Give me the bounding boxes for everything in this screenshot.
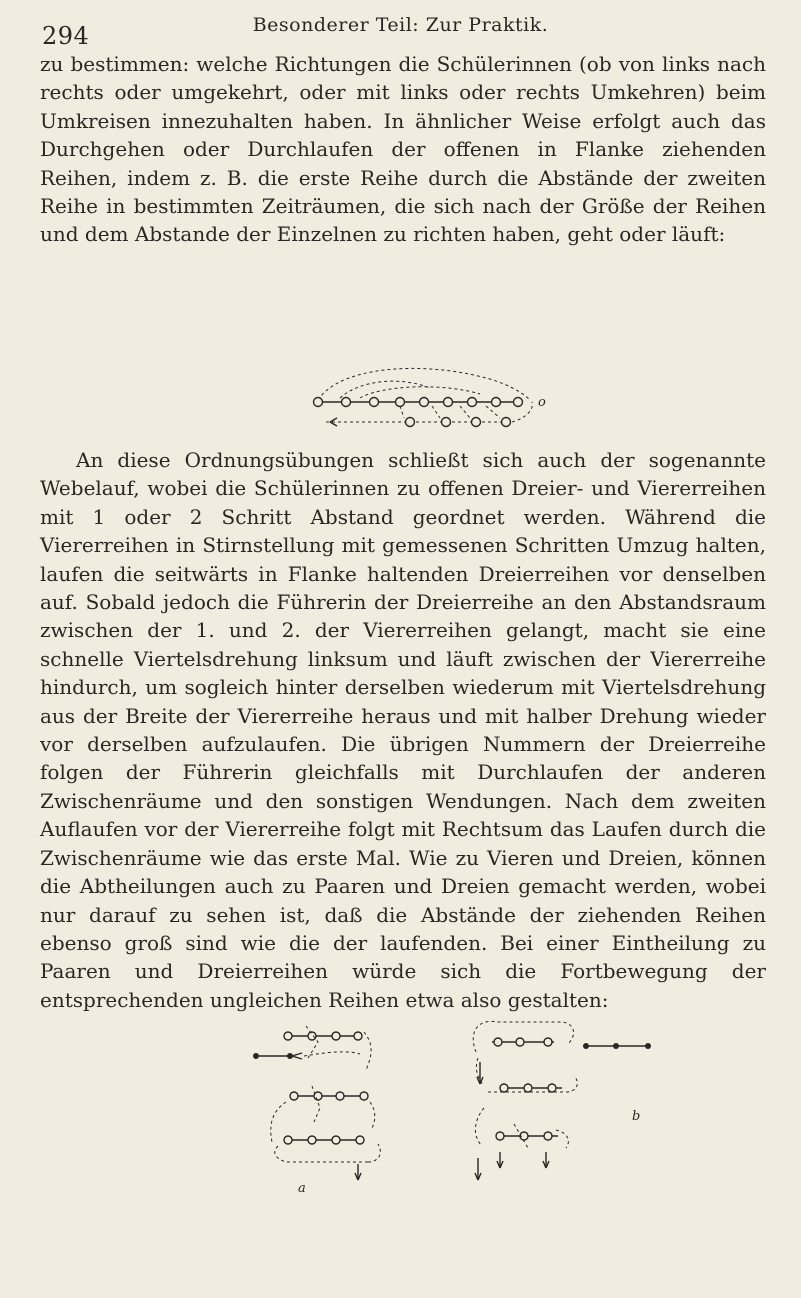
formation-member — [332, 1032, 340, 1040]
formation-member — [284, 1032, 292, 1040]
formation-member — [494, 1038, 502, 1046]
formation-member — [354, 1032, 362, 1040]
formation-member — [314, 1092, 322, 1100]
formation-member — [492, 398, 501, 407]
formation-member — [544, 1038, 552, 1046]
formation-member — [502, 418, 511, 427]
formation-member — [500, 1084, 508, 1092]
formation-member — [544, 1132, 552, 1140]
formation-member — [468, 398, 477, 407]
formation-member — [396, 398, 405, 407]
paragraph-1-text: zu bestimmen: welche Richtungen die Schülerinnen (ob von links nach rechts oder umgekehrt, oder mit links oder rechts Umkehren) beim Umkreisen innezuhalten haben. In ähnlicher Weise erfolgt auch das Durchgehen oder Durchlaufen der offenen in Flanke ziehenden Reihen, indem z. B. die erste Reihe durch die Abstände der zweiten Reihe in bestimmten Zeiträumen, die sich nach der Größe der Reihen und dem Abstande der Einzelnen zu richten haben, geht oder läuft: — [40, 52, 766, 247]
figure-b — [473, 1021, 651, 1180]
formation-member — [514, 398, 523, 407]
formation-member — [290, 1092, 298, 1100]
formation-member — [356, 1136, 364, 1144]
figure-pairs-svg — [248, 1012, 658, 1208]
paragraph-2 — [40, 446, 766, 1014]
formation-member — [496, 1132, 504, 1140]
formation-member — [308, 1136, 316, 1144]
formation-member — [645, 1043, 651, 1049]
formation-member — [370, 398, 379, 407]
figure-b-label: b — [632, 1109, 641, 1124]
formation-member — [284, 1136, 292, 1144]
running-head: Besonderer Teil: Zur Praktik. — [252, 14, 549, 36]
formation-member — [420, 398, 429, 407]
formation-member — [406, 418, 415, 427]
figure-row-label: o — [538, 395, 546, 410]
formation-member — [442, 418, 451, 427]
figure-weaving-row-diagram — [300, 358, 550, 440]
formation-member — [336, 1092, 344, 1100]
formation-member — [472, 418, 481, 427]
formation-member — [342, 398, 351, 407]
figure-a-label: a — [298, 1181, 306, 1196]
formation-member — [524, 1084, 532, 1092]
figure-a — [253, 1026, 380, 1196]
page-number: 294 — [42, 22, 90, 50]
formation-member — [314, 398, 323, 407]
formation-member — [360, 1092, 368, 1100]
figure-weaving-row-svg — [300, 358, 550, 440]
figure-pairs-and-threes-diagram — [248, 1012, 658, 1208]
formation-member — [308, 1032, 316, 1040]
formation-member — [332, 1136, 340, 1144]
page-header — [40, 14, 761, 50]
paragraph-1 — [40, 50, 766, 249]
paragraph-2-text: An diese Ordnungsübungen schließt sich auch der sogenannte Webelauf, wobei die Schülerinnen zu offenen Dreier- und Viererreihen mit 1 oder 2 Schritt Abstand geordnet werden. Während die Viererreihen in Stirnstellung mit gemessenen Schritten Umzug halten, laufen die seitwärts in Flanke haltenden Dreierreihen vor denselben auf. Sobald jedoch die Führerin der Dreierreihe an den Abstandsraum zwischen der 1. und 2. der Viererreihen gelangt, macht sie eine schnelle Viertelsdrehung linksum und läuft zwischen der Viererreihe hindurch, um sogleich hinter derselben wiederum mit Viertelsdrehung aus der Breite der Viererreihe heraus und mit halber Drehung wieder vor derselben aufzulaufen. Die übrigen Nummern der Dreierreihe folgen der Führerin gleichfalls mit Durchlaufen der anderen Zwischenräume und den sonstigen Wendungen. Nach dem zweiten Auflaufen vor der Viererreihe folgt mit Rechtsum das Laufen durch die Zwischenräume wie das erste Mal. Wie zu Vieren und Dreien, können die Abtheilungen auch zu Paaren und Dreien gemacht werden, wobei nur darauf zu sehen ist, daß die Abstände der ziehenden Reihen ebenso groß sind wie die der laufenden. Bei einer Eintheilung zu Paaren und Dreierreihen würde sich die Fortbewegung der entsprechenden ungleichen Reihen etwa also gestalten: — [40, 448, 766, 1012]
formation-member — [444, 398, 453, 407]
formation-member — [548, 1084, 556, 1092]
formation-member — [516, 1038, 524, 1046]
